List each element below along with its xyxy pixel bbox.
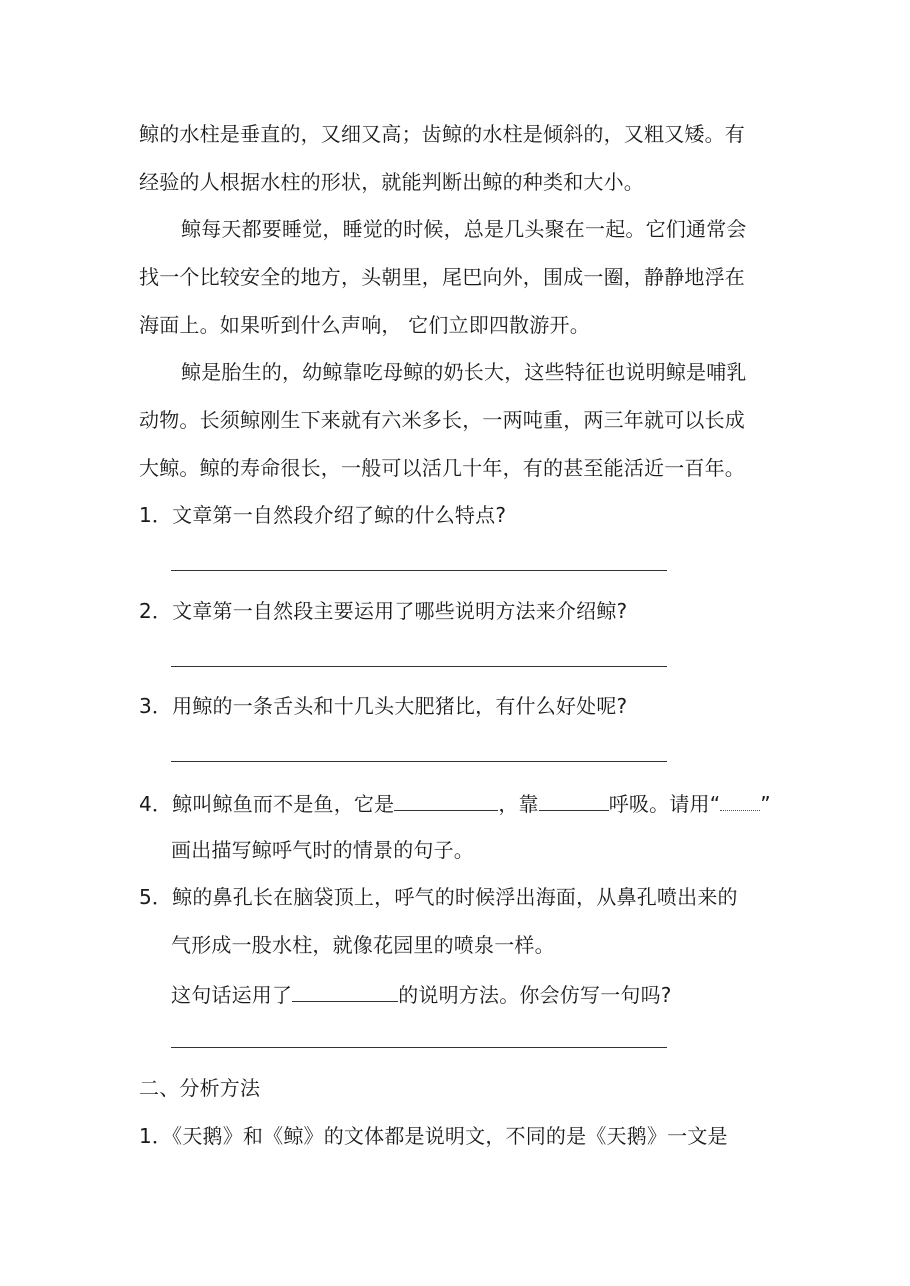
- question-4-text-a: 4．鲸叫鲸鱼而不是鱼，它是: [139, 792, 395, 816]
- question-5-text-a: 这句话运用了: [171, 983, 293, 1007]
- question-4-line-2: 画出描写鲸呼气时的情景的句子。: [171, 838, 474, 862]
- passage-line: 动物。长须鲸刚生下来就有六米多长，一两吨重，两三年就可以长成: [139, 408, 745, 432]
- question-4-text-d: ”: [760, 792, 771, 816]
- question-5-line-2: 气形成一股水柱，就像花园里的喷泉一样。: [171, 933, 555, 957]
- question-2: 2．文章第一自然段主要运用了哪些说明方法来介绍鲸?: [139, 599, 628, 623]
- question-3: 3．用鲸的一条舌头和十几头大肥猪比，有什么好处呢?: [139, 694, 628, 718]
- question-4-text-c: 呼吸。请用“: [608, 792, 721, 816]
- passage-line: 鲸是胎生的，幼鲸靠吃母鲸的奶长大，这些特征也说明鲸是哺乳: [181, 360, 747, 384]
- question-1: 1．文章第一自然段介绍了鲸的什么特点?: [139, 503, 507, 527]
- answer-line-3[interactable]: [171, 761, 667, 762]
- passage-line: 海面上。如果听到什么声响， 它们立即四散游开。: [139, 313, 590, 337]
- question-4: [139, 790, 779, 816]
- answer-line-5[interactable]: [171, 1047, 667, 1048]
- section-2-question-1: 1．《天鹅》和《鲸》的文体都是说明文，不同的是《天鹅》一文是: [139, 1124, 728, 1148]
- passage-line: 鲸每天都要睡觉，睡觉的时候，总是几头聚在一起。它们通常会: [181, 217, 747, 241]
- passage-line: 大鲸。鲸的寿命很长，一般可以活几十年，有的甚至能活近一百年。: [139, 456, 745, 480]
- passage-line: 找一个比较安全的地方，头朝里，尾巴向外，围成一圈，静静地浮在: [139, 265, 745, 289]
- fill-blank-1[interactable]: [394, 790, 498, 811]
- fill-blank-3[interactable]: [292, 981, 398, 1002]
- fill-blank-2[interactable]: [539, 790, 609, 811]
- passage-line: 经验的人根据水柱的形状，就能判断出鲸的种类和大小。: [139, 170, 644, 194]
- question-5-line-3: [171, 981, 811, 1007]
- question-4-text-b: ，靠: [498, 792, 539, 816]
- question-5: 5．鲸的鼻孔长在脑袋顶上，呼气的时候浮出海面，从鼻孔喷出来的: [139, 885, 738, 909]
- wavy-underline-sample: [720, 790, 760, 811]
- question-5-text-b: 的说明方法。你会仿写一句吗?: [398, 983, 672, 1007]
- answer-line-2[interactable]: [171, 666, 667, 667]
- answer-line-1[interactable]: [171, 570, 667, 571]
- passage-line: 鲸的水柱是垂直的，又细又高；齿鲸的水柱是倾斜的，又粗又矮。有: [139, 122, 745, 146]
- section-2-title: 二、分析方法: [139, 1076, 261, 1100]
